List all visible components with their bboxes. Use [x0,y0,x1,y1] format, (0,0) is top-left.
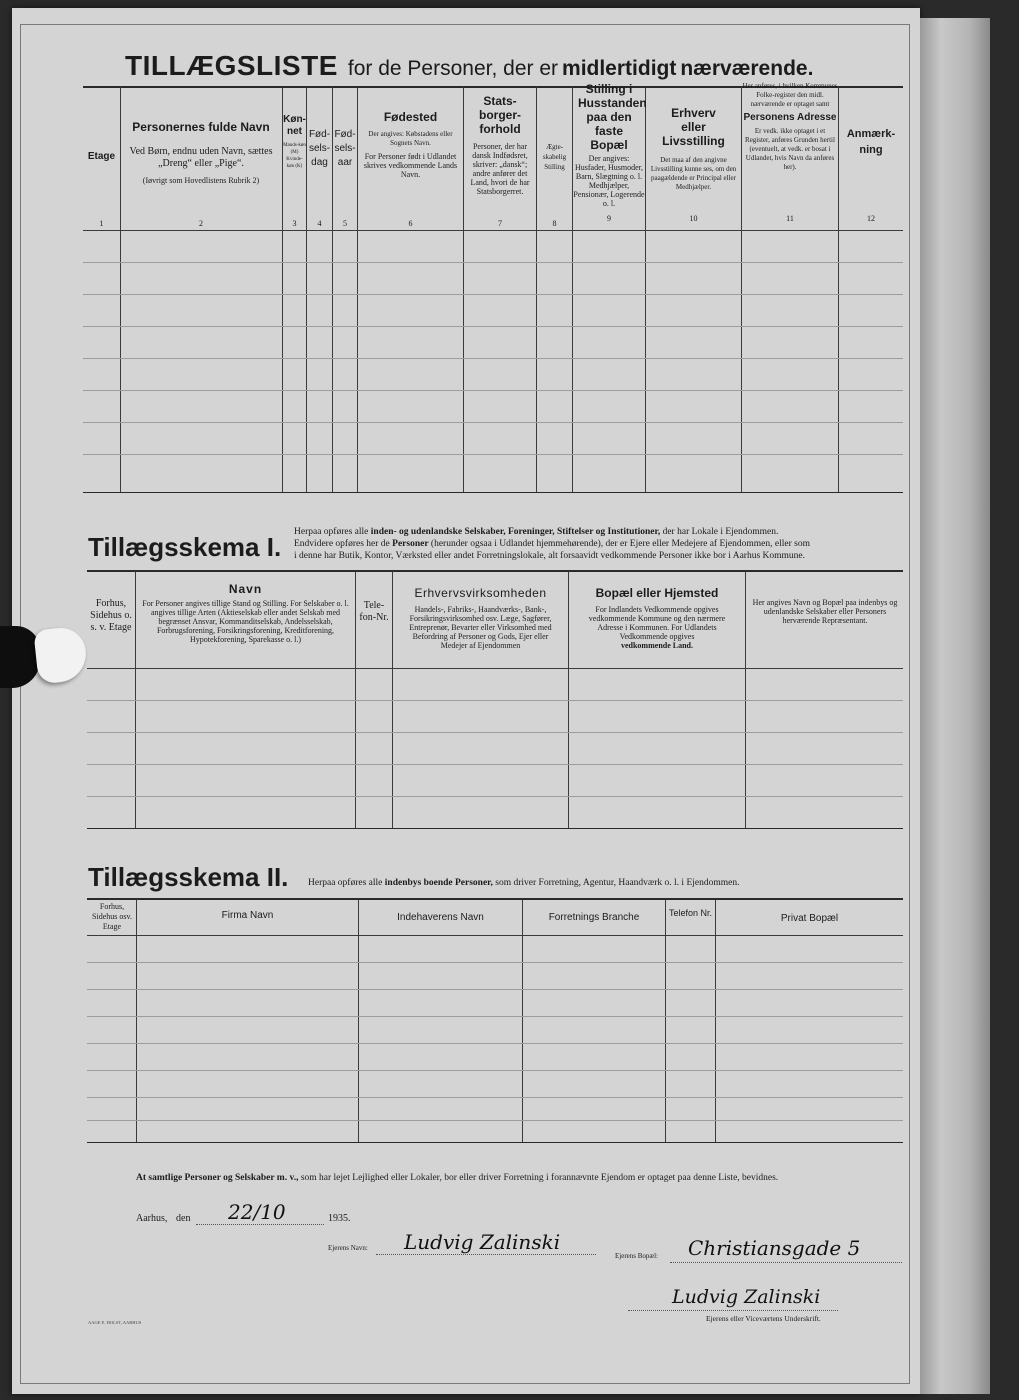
s1-header-erhverv [393,586,568,650]
s2-header-firma: Firma Navn [221,910,274,921]
skema2-intro-1: Herpaa opføres alle [308,878,383,888]
t1-header-foedested-label: Fødested [383,110,438,124]
s1-header-navn-label: Navn [228,582,263,596]
year-label: 1935. [328,1213,351,1224]
s2-header-privat-bopael: Privat Bopæl [780,913,839,924]
t1-header-stilling-label: Stilling i Husstanden paa den faste Bopæl [578,82,647,152]
skema1-intro-1: Herpaa opføres alle [294,527,369,537]
t1-header-erhverv-note: Det maa af den angivne Livsstilling kunne ses, om den paagældende er Principal eller Medhjælper. [650,156,737,191]
s1-header-telefon: Tele-fon-Nr. [359,600,389,623]
skema1-intro-4: (herunder ogsaa i Udlandet hjemmehørende), der er Ejere eller Medejere af Ejendommen, eller som [430,539,810,549]
t1-header-etage: Etage [87,151,116,162]
form-title-main: TILLÆGSLISTE [125,50,338,81]
skema1-intro-5: i denne har Butik, Kontor, Værksted eller andet Forretningslokale, alt forsaavidt vedkommende Personer ikke bor i Aarhus Kommune. [294,551,806,561]
t1-colnum-2: 2 [199,219,203,228]
t1-header-adresse-note: Er vedk. ikke optaget i et Register, anføres Grunden hertil (eventuelt, at vedk. er bosat i Udlandet, hvis Navn da anføres her). [745,127,835,171]
skema1-intro [294,526,908,562]
t1-header-statsborger-label: Stats-borger-forhold [479,94,521,136]
adjacent-page-edge [920,18,990,1394]
s1-header-erhverv-note: Handels-, Fabriks-, Haandværks-, Bank-, Forsikringsvirksomhed osv. Læge, Sagfører, Entreprenør, Bevarter eller Virksomhed med Befordring af Personer og Gods, Ejer eller Medejer af Ejendommen [409,605,552,650]
declaration-bold: At samtlige Personer og Selskaber m. v., [136,1173,299,1183]
s1-header-erhverv-label: Erhvervsvirksomheden [414,586,547,600]
form-title [125,50,885,84]
t1-header-stilling-note: Der angives: Husfader, Husmoder, Barn, Slægtning o. l. Medhjælper, Pensionær, Logerende o. l. [573,154,645,208]
owner-name-line [376,1254,596,1255]
date-line [196,1224,324,1225]
s1-header-navn [136,582,355,644]
s1-header-bopael-note: For Indlandets Vedkommende opgives vedkommende Kommune og den nærmere Adresse i Kommunen. For Udlandets Vedkommende opgives [588,605,726,641]
t1-colnum-8: 8 [552,219,557,228]
s1-header-navn-note: For Personer angives tillige Stand og Stilling. For Selskaber o. l. angives tillige Arten (Aktieselskab eller andet Selskab med begrænset Ansvar, Kommanditselskab, Andelsselskab, Forbrugsforening, Forsikringsforening, Kreditforening, Hypotekforening, Sparekasse o. l.) [142,599,349,644]
t1-colnum-5: 5 [343,219,347,228]
s1-header-etage: Forhus, Sidehus o. s. v. Etage [90,598,132,633]
s2-header-indehaver: Indehaverens Navn [397,912,484,923]
t1-header-navn-note: Ved Børn, endnu uden Navn, sættes „Dreng“ eller „Pige“. [129,146,273,169]
t1-colnum-3: 3 [292,219,297,228]
s2-header-telefon: Telefon Nr. [668,908,713,918]
skema2-intro-2: som driver Forretning, Agentur, Haandværk o. l. i Ejendommen. [495,878,740,888]
t1-header-foedested [358,110,463,179]
owner-address-line [670,1262,902,1263]
t1-header-statsborger-note: Personer, der har dansk Indfødsret, skriver: „dansk“; andre anfører det Land, hvori de har Statsborgerret. [470,142,530,196]
t1-header-foedselsdag: Fød-sels-dag [308,129,331,168]
date-handwritten: 22/10 [228,1200,286,1224]
s2-header-etage: Forhus, Sidehus osv. Etage [92,902,132,931]
t1-colnum-4: 4 [317,219,322,228]
den-label: den [176,1213,191,1224]
t1-header-navn-note2: (Iøvrigt som Hovedlistens Rubrik 2) [142,176,260,185]
s1-header-repraesentant: Her angives Navn og Bopæl paa indenbys og udenlandske Selskaber eller Personers herværende Repræsentant. [752,598,898,625]
t1-header-stilling [573,82,645,208]
t1-header-erhverv-label: Erhverv eller Livsstilling [662,106,725,148]
s1-header-bopael-note-bold: vedkommende Land. [620,641,693,650]
owner-name-handwritten: Ludvig Zalinski [404,1230,561,1254]
signature-label: Ejerens eller Viceværtens Underskrift. [706,1314,821,1323]
s1-header-bopael-label: Bopæl eller Hjemsted [595,586,719,600]
declaration-text [136,1173,906,1183]
skema2-title: Tillægsskema II. [88,862,289,892]
form-title-bold: midlertidigt [562,57,677,80]
t1-header-erhverv [646,106,741,192]
skema1-title: Tillægsskema I. [88,532,282,562]
owner-name-label: Ejerens Navn: [328,1244,368,1252]
signature-line [628,1310,838,1311]
t1-colnum-12: 12 [867,214,875,223]
t1-header-anmaerkning: Anmærk-ning [846,128,896,156]
s1-header-bopael [569,586,745,650]
t1-header-navn [121,120,281,186]
t1-header-adresse [742,82,838,172]
t1-header-foedested-note2: For Personer født i Udlandet skrives vedkommende Lands Navn. [363,152,458,179]
skema1-intro-bold-2: Personer [392,539,429,549]
skema1-intro-3: Endvidere opføres her de [294,539,390,549]
t1-header-foedested-note: Der angives: Købstadens eller Sognets Navn. [368,130,453,147]
t1-header-aegteskab: Ægte-skabelig Stilling [542,143,567,171]
t1-colnum-6: 6 [408,219,413,228]
t1-header-adresse-label: Personens Adresse [743,112,837,123]
skema1-intro-bold-1: inden- og udenlandske Selskaber, Foreninger, Stiftelser og Institutioner, [370,527,661,537]
declaration-rest: som har lejet Lejlighed eller Lokaler, bor eller driver Forretning i forannævnte Ejendom er optaget paa denne Liste, bevidnes. [300,1173,779,1183]
t1-colnum-11: 11 [786,214,794,223]
skema1-intro-2: der har Lokale i Ejendommen. [662,527,779,537]
owner-address-handwritten: Christiansgade 5 [688,1236,861,1260]
printer-imprint: AAGE E. HOLST, AARHUS [88,1320,142,1325]
signature-handwritten: Ludvig Zalinski [672,1286,821,1308]
t1-header-koen [283,114,306,170]
t1-colnum-7: 7 [498,219,502,228]
t1-header-koen-label: Køn-net [283,114,306,137]
t1-header-foedselsaar: Fød-sels-aar [334,129,356,168]
form-title-rest: for de Personer, der er [347,57,559,80]
skema2-intro-bold: indenbys boende Personer, [384,878,493,888]
t1-header-adresse-pre: Her anføres, i hvilken Kommunes Folke-register den midl. nærværende er optaget samt [742,82,838,108]
t1-colnum-9: 9 [607,214,611,223]
form-title-end: nærværende. [680,57,814,80]
t1-header-koen-note: Mands-køn (M) Kvinde-køn (K) [283,143,306,169]
t1-colnum-1: 1 [99,219,104,228]
t1-header-navn-label: Personernes fulde Navn [132,120,270,134]
t1-colnum-10: 10 [689,214,698,223]
s2-header-branche: Forretnings Branche [548,912,640,923]
place-label: Aarhus, [136,1213,168,1224]
t1-header-statsborger [464,94,536,196]
owner-address-label: Ejerens Bopæl: [615,1252,658,1260]
skema2-intro [308,878,908,888]
